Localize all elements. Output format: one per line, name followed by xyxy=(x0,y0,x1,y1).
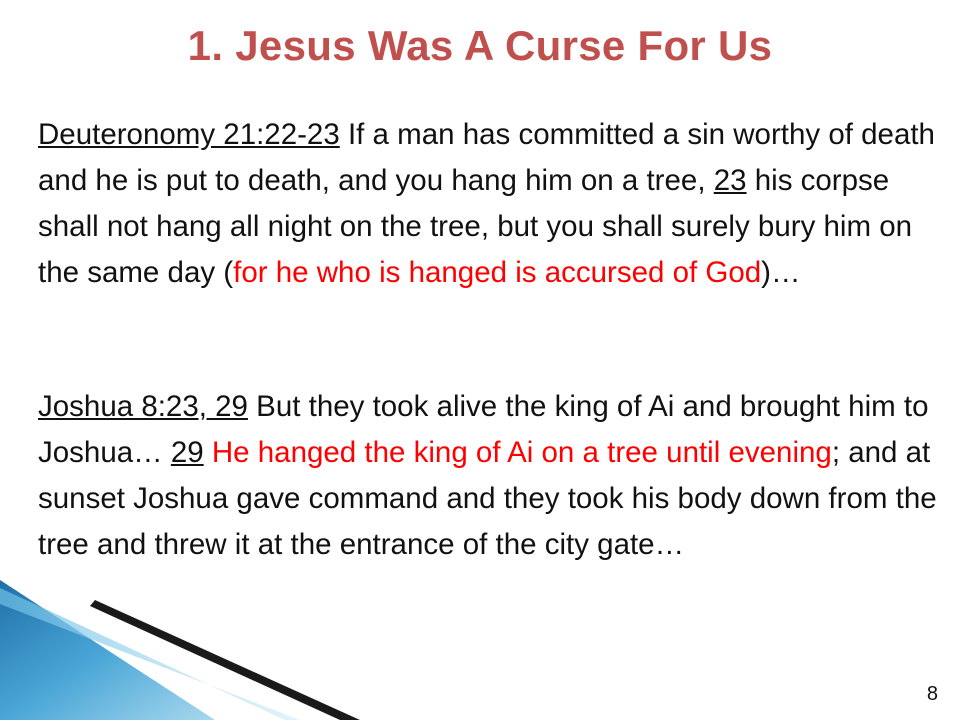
decor-light-stripe xyxy=(0,588,300,720)
passage-text: But they took alive the king of Ai and brought him to Joshua… xyxy=(38,390,929,469)
scripture-reference: Deuteronomy 21:22-23 xyxy=(38,118,340,151)
passage-joshua xyxy=(38,384,938,568)
verse-number: 23 xyxy=(713,164,747,197)
verse-number: 29 xyxy=(170,436,204,469)
passage-text: his corpse shall not hang all night on the tree, but you shall surely bury him on the same day ( xyxy=(38,164,913,289)
passage-deuteronomy xyxy=(38,112,938,296)
passage-text: ; and at sunset Joshua gave command and they took his body down from the tree and threw it at the entrance of the city gate… xyxy=(38,436,937,561)
highlighted-text: He hanged the king of Ai on a tree until evening xyxy=(211,436,832,469)
decor-blue-wedge xyxy=(0,580,215,720)
passage-text xyxy=(204,436,212,469)
passage-text: )… xyxy=(761,256,801,289)
passage-text: If a man has committed a sin worthy of death and he is put to death, and you hang him on a tree, xyxy=(38,118,935,197)
corner-decoration xyxy=(0,580,960,720)
slide-title: 1. Jesus Was A Curse For Us xyxy=(187,22,773,69)
scripture-reference: Joshua 8:23, 29 xyxy=(38,390,248,423)
page-number: 8 xyxy=(926,683,938,705)
decor-dark-line xyxy=(90,600,360,720)
highlighted-text: for he who is hanged is accursed of God xyxy=(233,256,762,289)
